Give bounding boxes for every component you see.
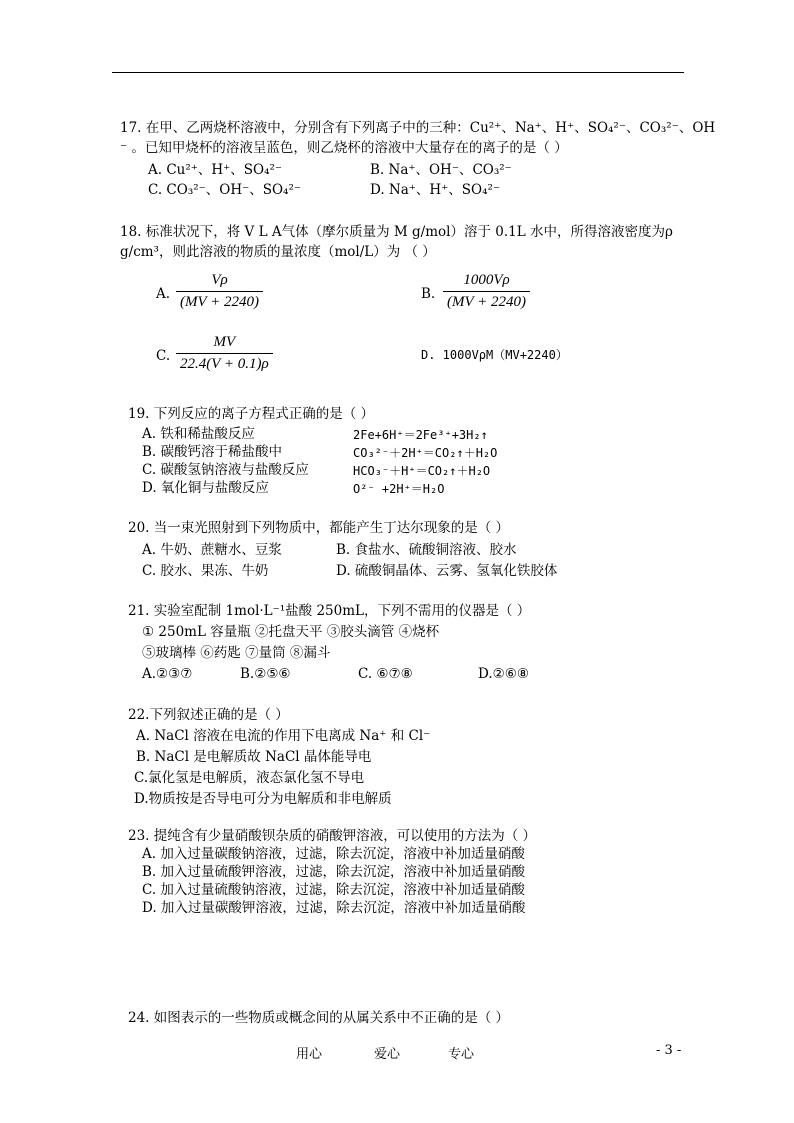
- footer-word-3: 专心: [448, 1047, 475, 1062]
- q20-option-a: A. 牛奶、蔗糖水、豆浆: [142, 542, 282, 558]
- q19-option-c-equation: HCO₃⁻＋H⁺＝CO₂↑＋H₂O: [353, 464, 491, 478]
- page-number: - 3 -: [656, 1043, 682, 1058]
- q23-option-a: A. 加入过量碳酸钠溶液，过滤，除去沉淀，溶液中补加适量硝酸: [142, 846, 525, 862]
- q20-stem: 20. 当一束光照射到下列物质中，都能产生丁达尔现象的是（ ）: [128, 520, 510, 536]
- q23-option-b: B. 加入过量硫酸钾溶液，过滤，除去沉淀，溶液中补加适量硝酸: [142, 864, 526, 880]
- q20-option-b: B. 食盐水、硫酸铜溶液、胶水: [336, 542, 517, 558]
- footer-word-2: 爱心: [374, 1047, 401, 1062]
- q19-option-b: B. 碳酸钙溶于稀盐酸中: [142, 444, 283, 460]
- q18-option-c-label: C.: [156, 348, 171, 364]
- q18-stem-line1: 18. 标准状况下，将 V L A气体（摩尔质量为 M g/mol）溶于 0.1L 水中，所得溶液密度为ρ: [120, 224, 673, 240]
- q22-option-b: B. NaCl 是电解质故 NaCl 晶体能导电: [136, 749, 372, 765]
- q19-option-d: D. 氧化铜与盐酸反应: [142, 480, 269, 496]
- q18-option-a-label: A.: [156, 286, 171, 302]
- q18-option-a-numerator: Vρ: [211, 272, 228, 288]
- q21-items-row1: ① 250mL 容量瓶 ②托盘天平 ③胶头滴管 ④烧杯: [142, 624, 440, 640]
- q22-stem: 22.下列叙述正确的是（ ）: [128, 707, 289, 723]
- q17-stem-line2: ⁻ 。已知甲烧杯的溶液呈蓝色，则乙烧杯的溶液中大量存在的离子的是（ ）: [120, 140, 568, 156]
- q20-option-c: C. 胶水、果冻、牛奶: [142, 563, 269, 579]
- q18-option-c-numerator: MV: [213, 334, 236, 350]
- q20-option-d: D. 硫酸铜晶体、云雾、氢氧化铁胶体: [336, 563, 558, 579]
- q23-option-c: C. 加入过量硫酸钠溶液，过滤，除去沉淀，溶液中补加适量硝酸: [142, 882, 525, 898]
- q21-option-a: A.②③⑦: [142, 666, 193, 682]
- q19-option-c: C. 碳酸氢钠溶液与盐酸反应: [142, 462, 309, 478]
- q19-stem: 19. 下列反应的离子方程式正确的是（ ）: [128, 406, 375, 422]
- q18-option-b-denominator: (MV + 2240): [443, 291, 530, 311]
- q19-option-a-equation: 2Fe+6H⁺＝2Fe³⁺+3H₂↑: [353, 428, 488, 442]
- footer-word-1: 用心: [296, 1047, 323, 1062]
- header-rule: [112, 72, 684, 73]
- q17-option-c: C. CO₃²⁻、OH⁻、SO₄²⁻: [148, 182, 302, 198]
- q18-option-c-denominator: 22.4(V + 0.1)ρ: [176, 353, 273, 373]
- q18-stem-line2: g/cm³，则此溶液的物质的量浓度（mol/L）为 （ ）: [120, 244, 436, 260]
- q18-option-b-fraction: [443, 272, 530, 311]
- q21-option-b: B.②⑤⑥: [240, 666, 291, 682]
- q18-option-b-label: B.: [421, 286, 436, 302]
- q18-option-a-fraction: [176, 272, 263, 311]
- q23-option-d: D. 加入过量碳酸钾溶液，过滤，除去沉淀，溶液中补加适量硝酸: [142, 900, 526, 916]
- q17-stem-line1: 17. 在甲、乙两烧杯溶液中，分别含有下列离子中的三种：Cu²⁺、Na⁺、H⁺、SO₄²⁻、CO₃²⁻、OH: [120, 120, 716, 136]
- q21-option-d: D.②⑥⑧: [478, 666, 529, 682]
- q18-option-b-numerator: 1000Vρ: [463, 272, 510, 288]
- q21-items-row2: ⑤玻璃棒 ⑥药匙 ⑦量筒 ⑧漏斗: [142, 645, 331, 661]
- q21-stem: 21. 实验室配制 1mol·L⁻¹盐酸 250mL，下列不需用的仪器是（ ）: [128, 603, 531, 619]
- q23-stem: 23. 提纯含有少量硝酸钡杂质的硝酸钾溶液，可以使用的方法为（ ）: [128, 828, 537, 844]
- q17-option-a: A. Cu²⁺、H⁺、SO₄²⁻: [148, 162, 283, 178]
- q22-option-c: C.氯化氢是电解质，液态氯化氢不导电: [134, 770, 365, 786]
- q21-option-c: C. ⑥⑦⑧: [358, 666, 413, 682]
- q19-option-b-equation: CO₃²⁻＋2H⁺＝CO₂↑＋H₂O: [353, 446, 498, 460]
- q17-option-b: B. Na⁺、OH⁻、CO₃²⁻: [370, 162, 512, 178]
- q18-option-a-denominator: (MV + 2240): [176, 291, 263, 311]
- q19-option-d-equation: O²⁻ +2H⁺＝H₂O: [353, 482, 445, 496]
- q17-option-d: D. Na⁺、H⁺、SO₄²⁻: [370, 182, 501, 198]
- q19-option-a: A. 铁和稀盐酸反应: [142, 426, 255, 442]
- q22-option-d: D.物质按是否导电可分为电解质和非电解质: [134, 791, 392, 807]
- q18-option-d: D. 1000VρM（MV+2240）: [421, 348, 568, 362]
- q22-option-a: A. NaCl 溶液在电流的作用下电离成 Na⁺ 和 Cl⁻: [136, 728, 431, 744]
- q24-stem: 24. 如图表示的一些物质或概念间的从属关系中不正确的是（ ）: [128, 1010, 510, 1026]
- q18-option-c-fraction: [176, 334, 273, 373]
